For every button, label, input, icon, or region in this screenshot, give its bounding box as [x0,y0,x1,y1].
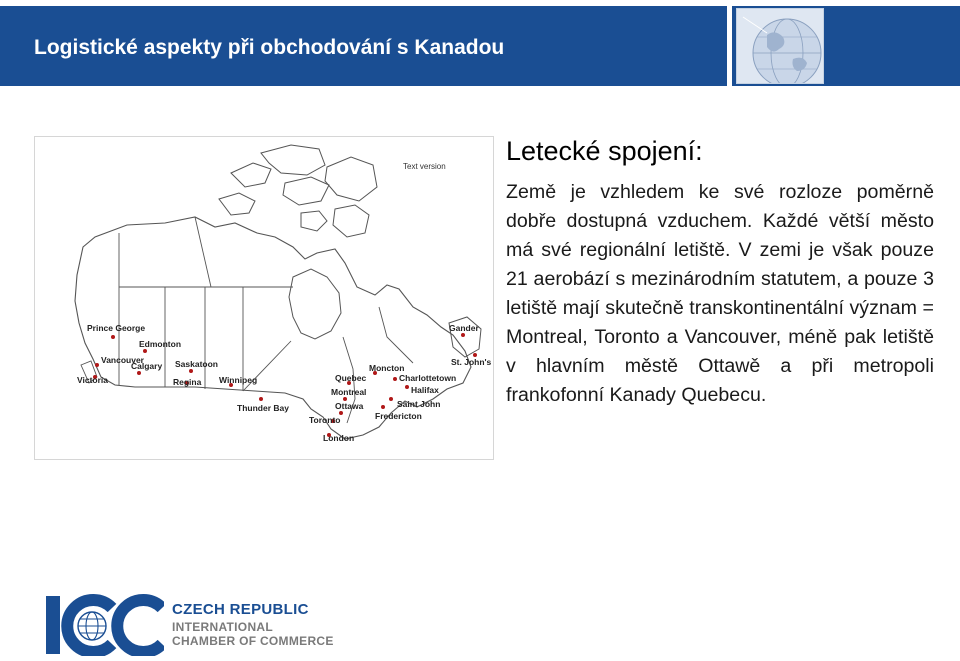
city-quebec: Quebec [335,373,367,383]
city-halifax: Halifax [411,385,439,395]
city-gander: Gander [449,323,479,333]
section-title-text: Letecké spojení [506,136,696,166]
globe-image [736,8,824,84]
org-country: CZECH REPUBLIC [172,601,309,618]
icc-logo [44,592,164,656]
canada-map [34,136,494,460]
section-heading [506,136,703,167]
header-banner [0,6,727,86]
icc-logo-mark [44,592,164,656]
city-calgary: Calgary [131,361,163,371]
canada-map-graphic [35,137,493,459]
slide-title: Logistické aspekty při obchodování s Kanadou [34,36,505,59]
city-st-johns: St. John's [451,357,492,367]
map-version-label: Text version [403,162,446,171]
city-thunder-bay: Thunder Bay [237,403,289,413]
org-name-line1: INTERNATIONAL [172,620,274,634]
city-vancouver: Vancouver [101,355,144,365]
city-saint-john: Saint John [397,399,441,409]
city-charlottetown: Charlottetown [399,373,457,383]
city-london: London [323,433,355,443]
globe-icon [737,9,823,83]
section-body: Země je vzhledem ke své rozloze poměrně dobře dostupná vzduchem. Každé větší město má své regionální letiště. V zemi je však pouze 21 aerobází s mezinárodním statutem, a pouze 3 letiště mají skutečně transkontinentální význam = Montreal, Toronto a Vancouver, méně pak letiště v hlavním městě Ottawě a při metropoli frankofonní Kanady Quebecu. [506,181,934,406]
city-prince-george: Prince George [87,323,146,333]
city-edmonton: Edmonton [139,339,182,349]
city-victoria: Victoria [77,375,109,385]
city-saskatoon: Saskatoon [175,359,218,369]
section-title-colon: : [695,136,703,166]
city-regina: Regina [173,377,202,387]
city-ottawa: Ottawa [335,401,364,411]
city-moncton: Moncton [369,363,405,373]
org-name-line2: CHAMBER OF COMMERCE [172,634,334,648]
city-montreal: Montreal [331,387,367,397]
city-toronto: Toronto [309,415,341,425]
city-fredericton: Fredericton [375,411,422,421]
city-winnipeg: Winnipeg [219,375,258,385]
